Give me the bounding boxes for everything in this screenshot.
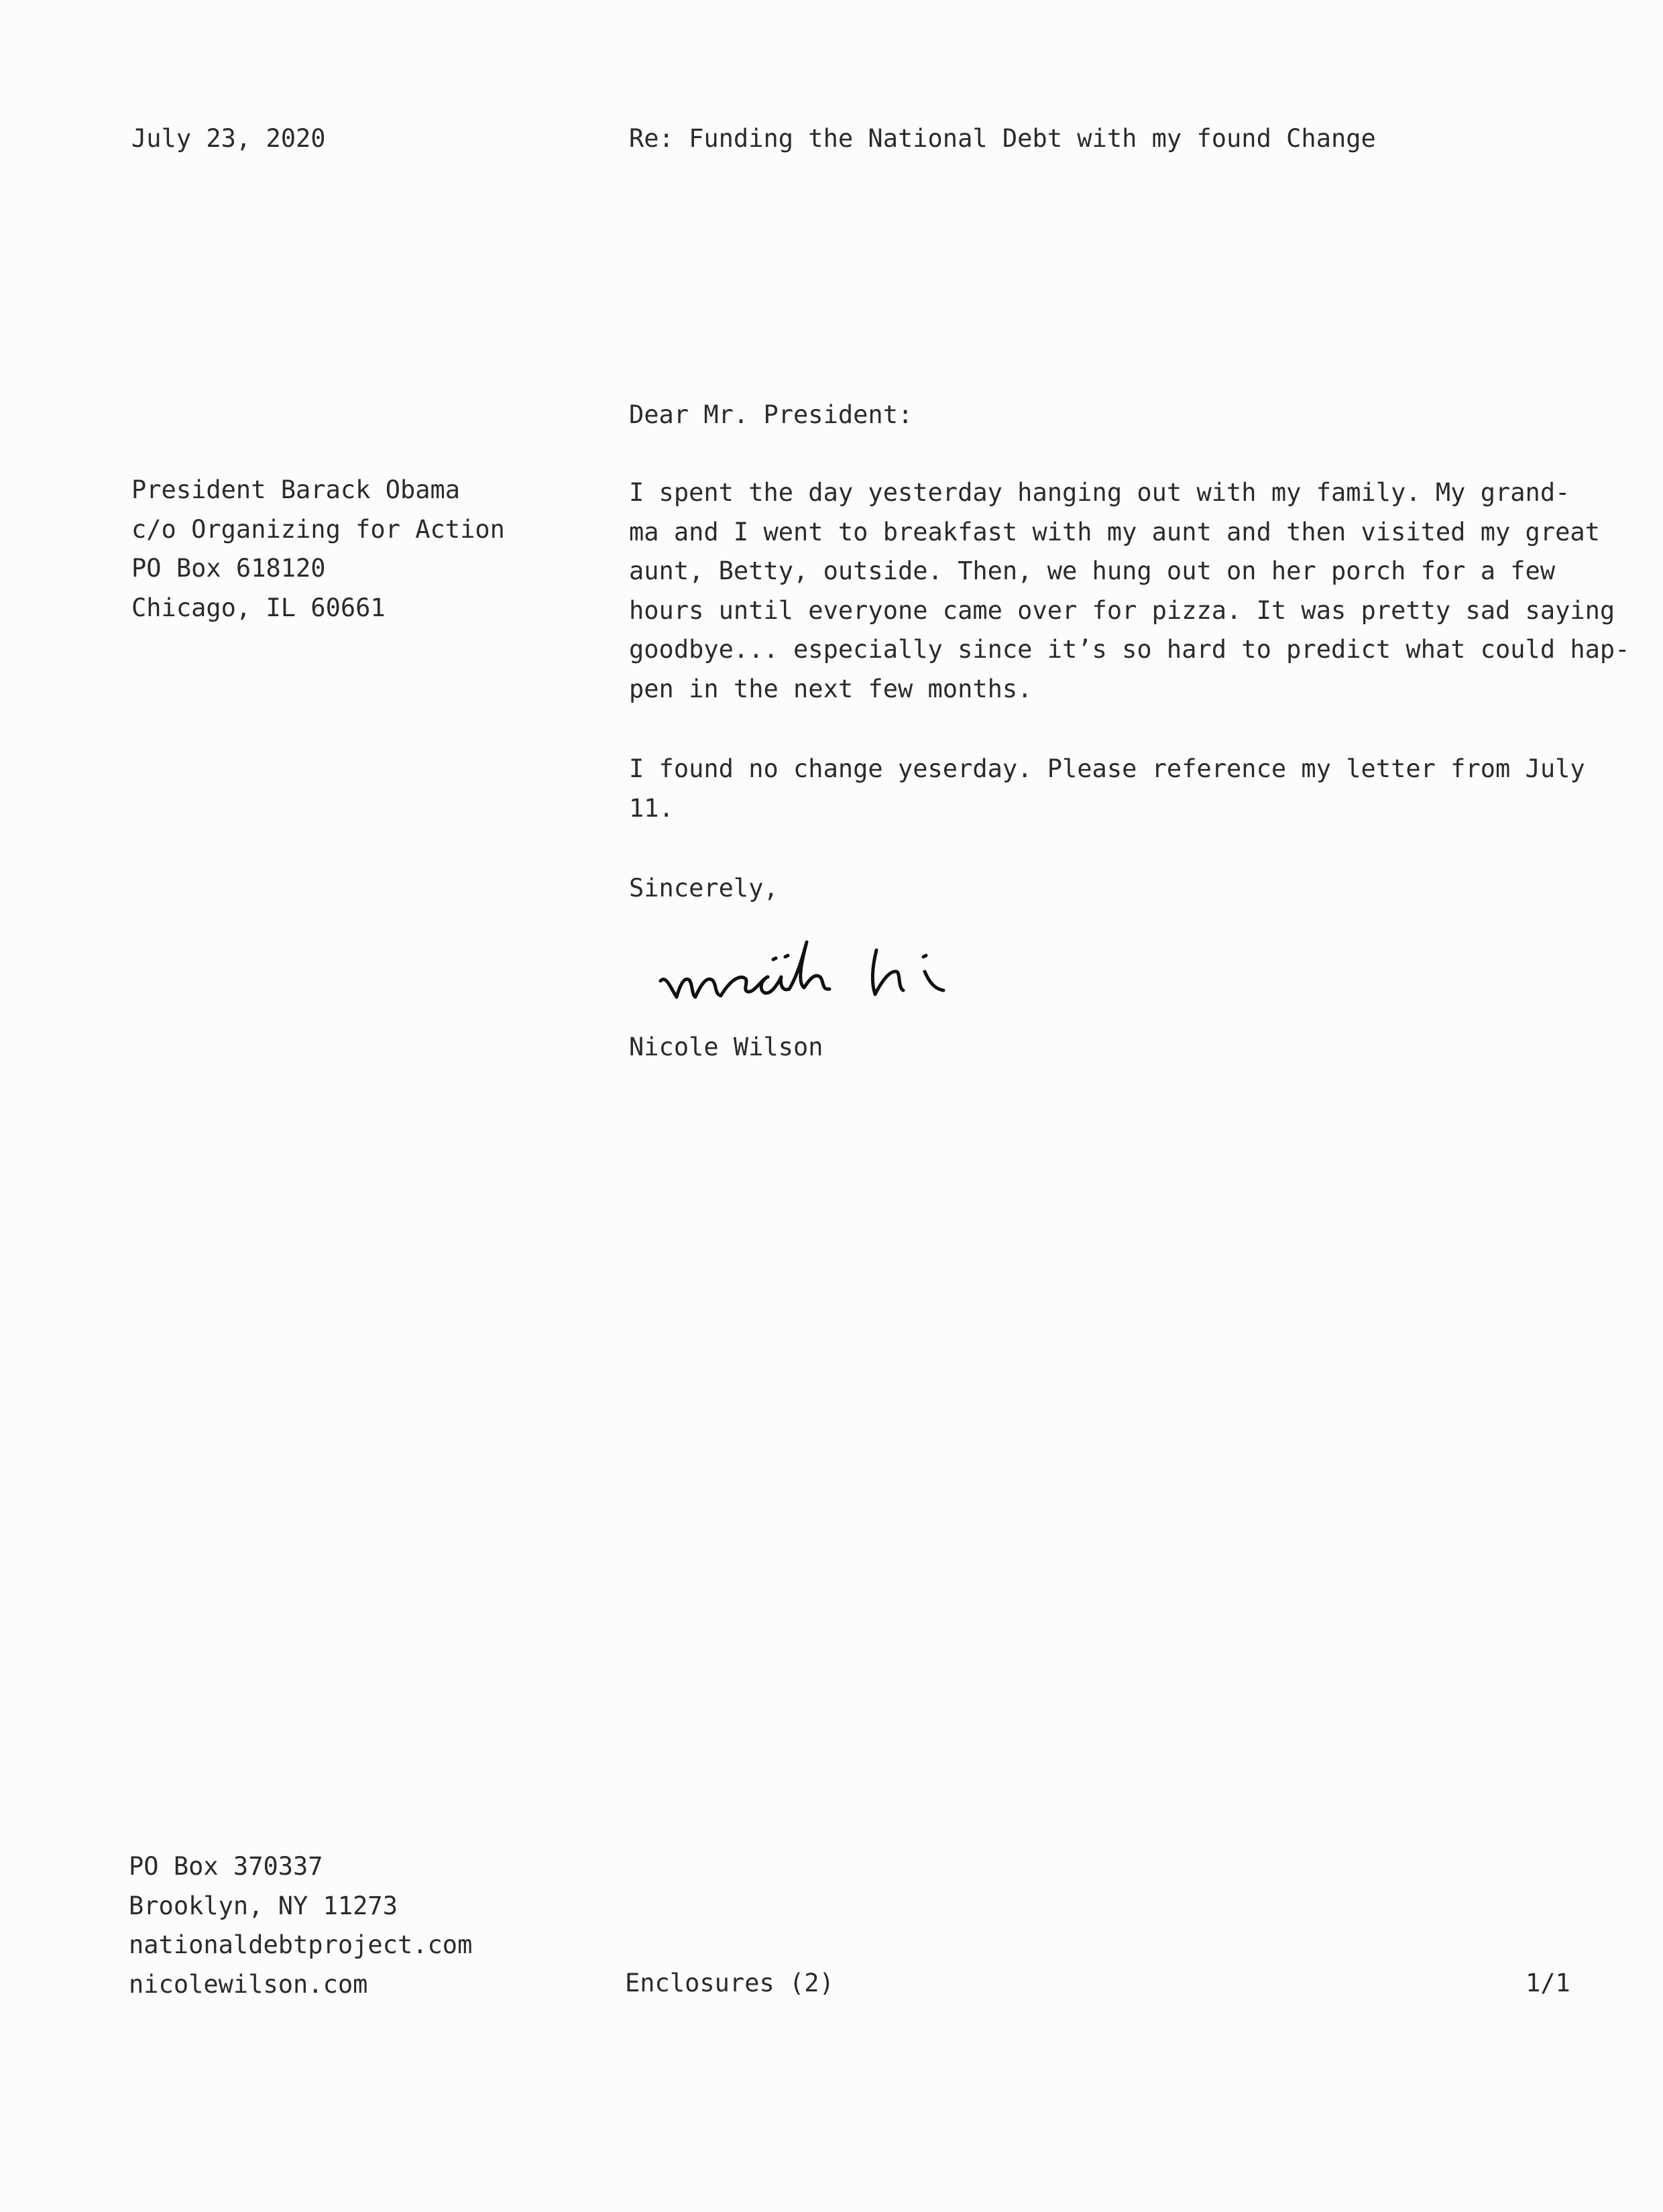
enclosures-note: Enclosures (2) [625,1969,834,1997]
signer-name: Nicole Wilson [629,1033,823,1061]
sender-website-link[interactable]: nicolewilson.com [129,1969,368,1999]
handwritten-signature [654,915,1002,1016]
salutation: Dear Mr. President: [629,400,913,429]
body-line: aunt, Betty, outside. Then, we hung out on her porch for a few [629,557,1556,585]
body-line: I spent the day yesterday hanging out with my family. My grand- [629,478,1570,507]
recipient-line: Chicago, IL 60661 [131,593,386,622]
page-number: 1/1 [1526,1969,1570,1997]
body-line: pen in the next few months. [629,674,1033,703]
sender-line: PO Box 370337 [129,1852,323,1881]
body-paragraph-1 [629,473,1629,709]
recipient-line: c/o Organizing for Action [131,514,505,544]
body-paragraph-2 [629,750,1585,828]
closing: Sincerely, [629,874,779,903]
letter-date: July 23, 2020 [131,124,326,153]
body-line: I found no change yeserday. Please reference my letter from July [629,754,1585,783]
body-line: goodbye... especially since it’s so hard to predict what could hap- [629,635,1630,664]
sender-line: Brooklyn, NY 11273 [129,1891,398,1920]
body-line: ma and I went to breakfast with my aunt and then visited my great [629,517,1600,546]
recipient-address [131,471,505,628]
recipient-line: PO Box 618120 [131,554,326,583]
sender-address [129,1847,472,2004]
body-line: 11. [629,793,674,823]
recipient-line: President Barack Obama [131,475,461,504]
signature-scribble [654,915,1002,1016]
sender-website-link[interactable]: nationaldebtproject.com [129,1930,473,1959]
body-line: hours until everyone came over for pizza. It was pretty sad saying [629,595,1615,625]
subject-line: Re: Funding the National Debt with my found Change [629,124,1376,153]
